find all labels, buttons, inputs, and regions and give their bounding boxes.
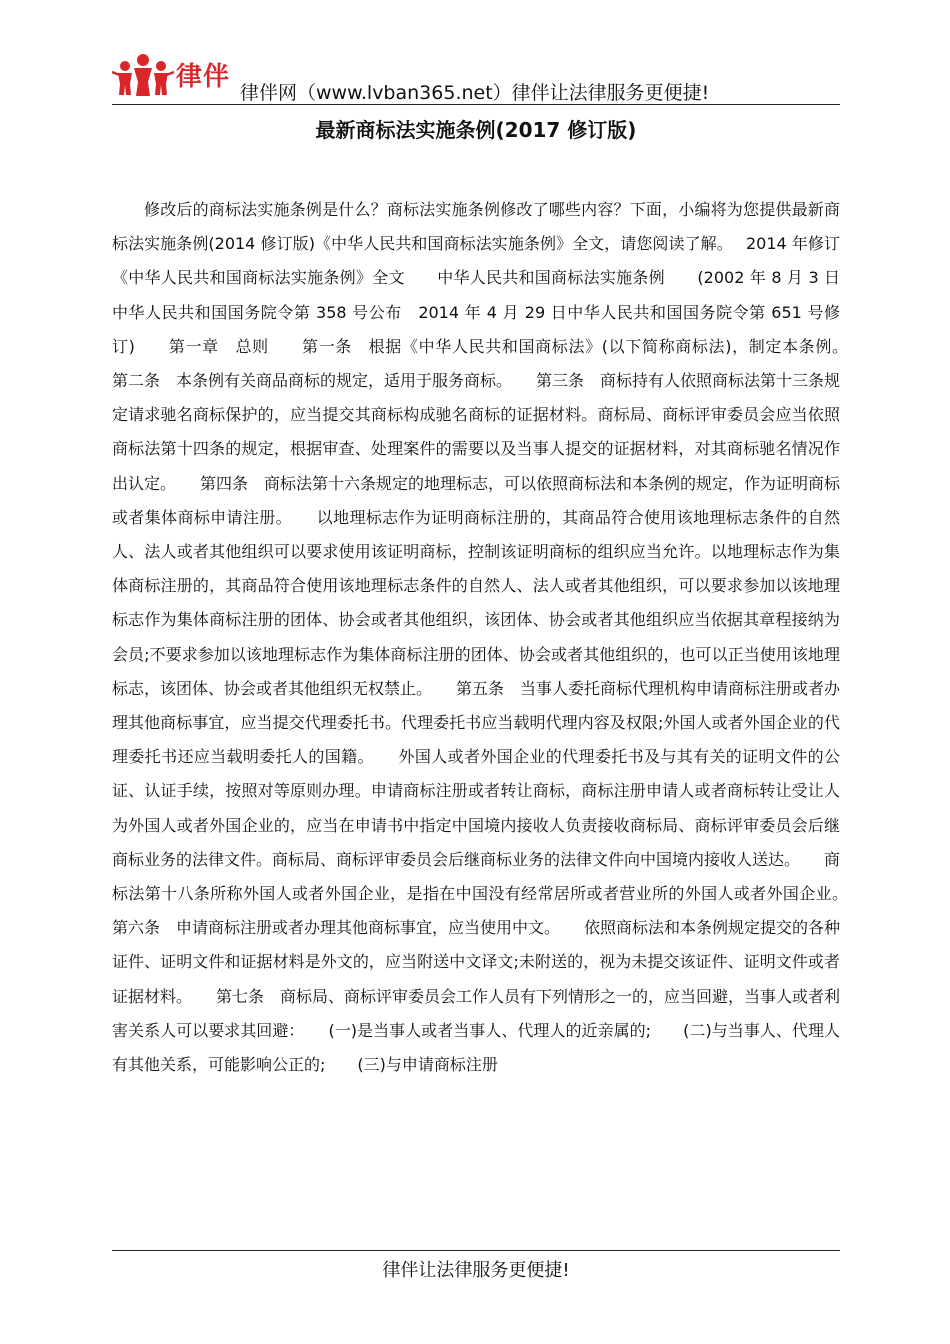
header-divider [112,104,840,105]
footer-divider [112,1250,840,1251]
document-title: 最新商标法实施条例(2017 修订版) [315,118,637,142]
document-body: 修改后的商标法实施条例是什么？商标法实施条例修改了哪些内容？下面，小编将为您提供最新商标法实施条例(2014 修订版)《中华人民共和国商标法实施条例》全文，请您阅读了解。 2014 年修订《中华人民共和国商标法实施条例》全文 中华人民共和国商标法实施条例 (2002 年 8 月 3 日中华人民共和国国务院令第 358 号公布 2014 年 4 月 29 日中华人民共和国国务院令第 651 号修订) 第一章 总则 第一条 根据《中华人民共和国商标法》(以下简称商标法)，制定本条例。 第二条 本条例有关商品商标的规定，适用于服务商标。 第三条 商标持有人依照商标法第十三条规定请求驰名商标保护的，应当提交其商标构成驰名商标的证据材料。商标局、商标评审委员会应当依照商标法第十四条的规定，根据审查、处理案件的需要以及当事人提交的证据材料，对其商标驰名情况作出认定。 第四条 商标法第十六条规定的地理标志，可以依照商标法和本条例的规定，作为证明商标或者集体商标申请注册。 以地理标志作为证明商标注册的，其商品符合使用该地理标志条件的自然人、法人或者其他组织可以要求使用该证明商标，控制该证明商标的组织应当允许。以地理标志作为集体商标注册的，其商品符合使用该地理标志条件的自然人、法人或者其他组织，可以要求参加以该地理标志作为集体商标注册的团体、协会或者其他组织，该团体、协会或者其他组织应当依据其章程接纳为会员;不要求参加以该地理标志作为集体商标注册的团体、协会或者其他组织的，也可以正当使用该地理标志，该团体、协会或者其他组织无权禁止。 第五条 当事人委托商标代理机构申请商标注册或者办理其他商标事宜，应当提交代理委托书。代理委托书应当载明代理内容及权限;外国人或者外国企业的代理委托书还应当载明委托人的国籍。 外国人或者外国企业的代理委托书及与其有关的证明文件的公证、认证手续，按照对等原则办理。申请商标注册或者转让商标，商标注册申请人或者商标转让受让人为外国人或者外国企业的，应当在申请书中指定中国境内接收人负责接收商标局、商标评审委员会后继商标业务的法律文件。商标局、商标评审委员会后继商标业务的法律文件向中国境内接收人送达。 商标法第十八条所称外国人或者外国企业，是指在中国没有经常居所或者营业所的外国人或者外国企业。 第六条 申请商标注册或者办理其他商标事宜，应当使用中文。 依照商标法和本条例规定提交的各种证件、证明文件和证据材料是外文的，应当附送中文译文;未附送的，视为未提交该证件、证明文件或者证据材料。 第七条 商标局、商标评审委员会工作人员有下列情形之一的，应当回避，当事人或者利害关系人可以要求其回避： (一)是当事人或者当事人、代理人的近亲属的; (二)与当事人、代理人有其他关系，可能影响公正的; (三)与申请商标注册 [112,200,873,1075]
three-people-icon [112,52,174,96]
page-header [112,52,840,106]
logo-text: 律伴 [176,61,231,92]
header-tagline: 律伴网（www.lvban365.net）律伴让法律服务更便捷! [240,82,710,104]
logo [112,52,230,96]
footer-text: 律伴让法律服务更便捷! [382,1260,570,1281]
